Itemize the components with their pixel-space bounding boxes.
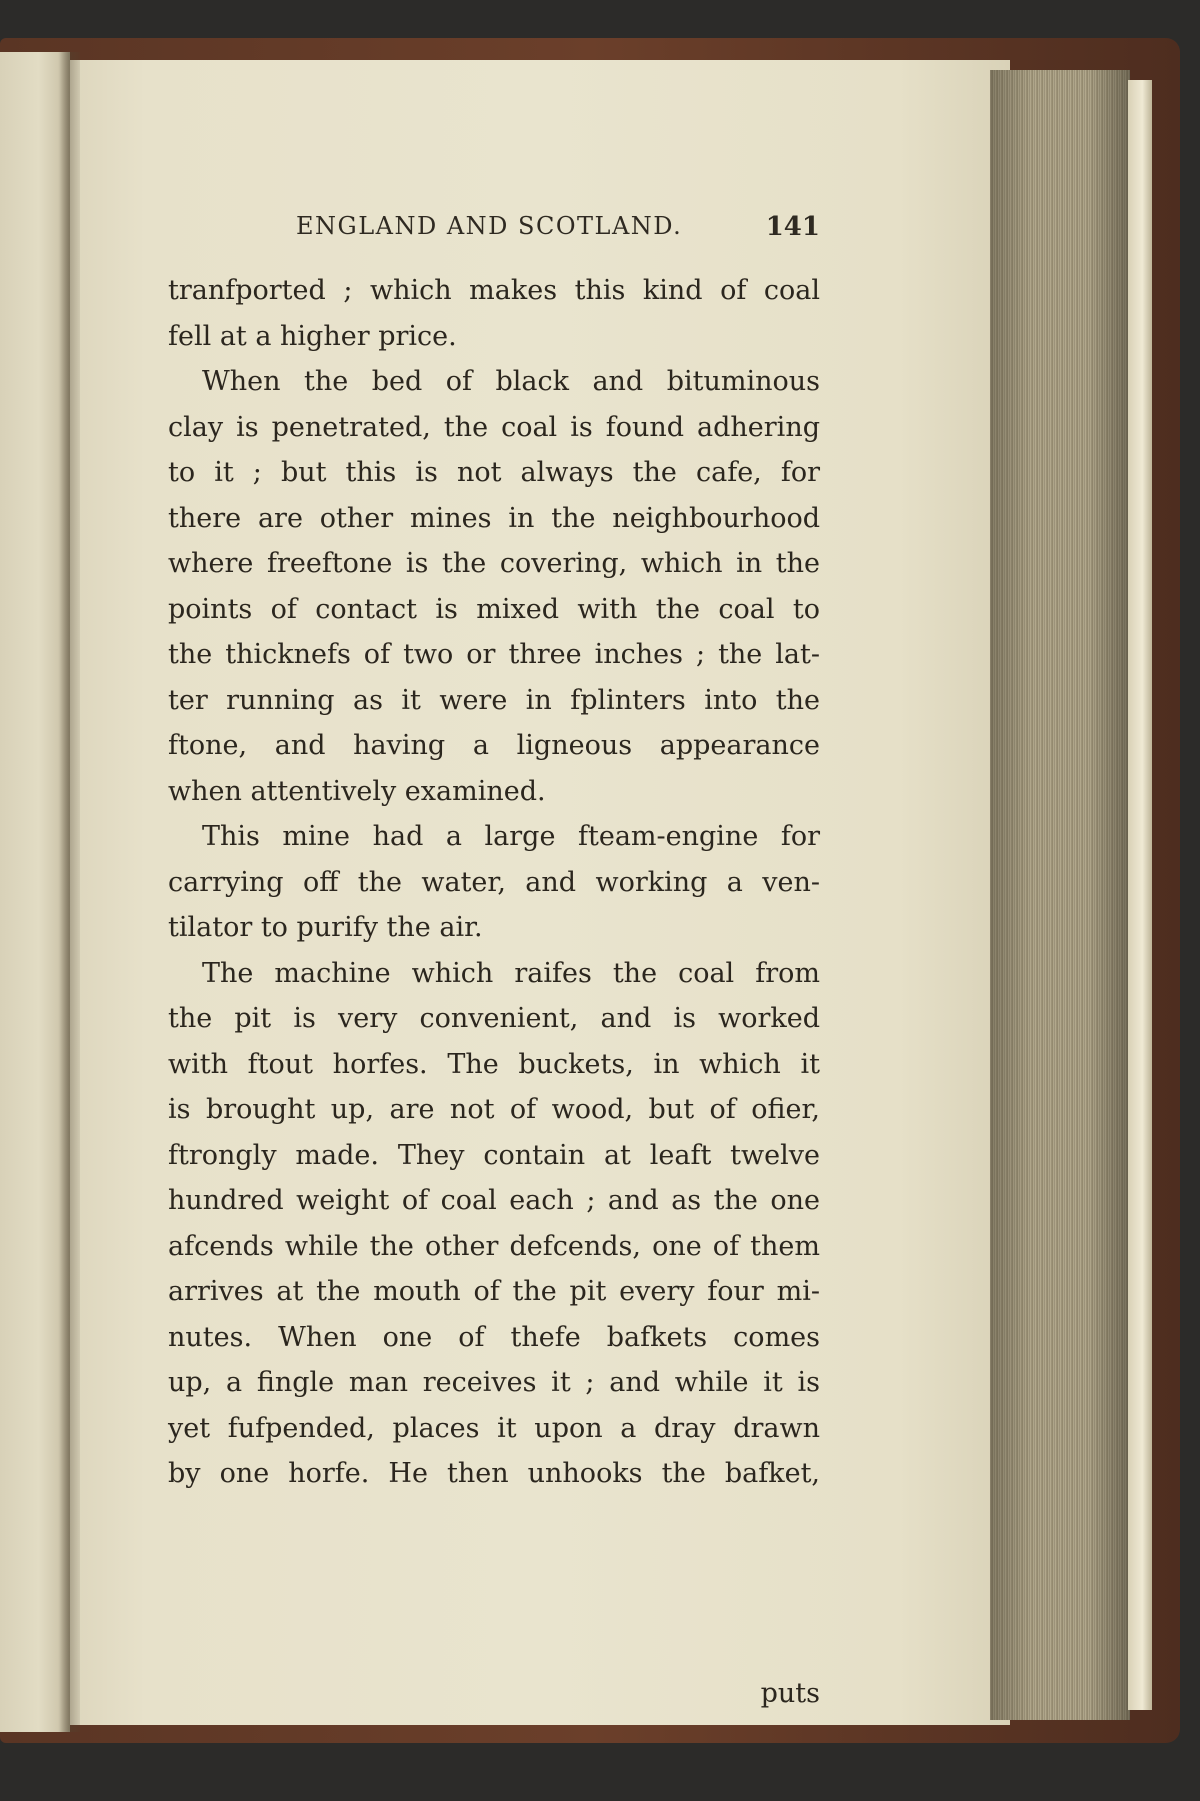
text-line: when attentively examined. [168, 775, 546, 807]
text-line: up, a fingle man receives it ; and while it is [168, 1367, 820, 1398]
text-line: nutes. When one of thefe bafkets comes [168, 1321, 820, 1353]
text-line: carrying off the water, and working a ven- [168, 866, 820, 898]
text-line: This mine had a large fteam-engine for [202, 821, 820, 852]
text-line: clay is penetrated, the coal is found adhering [168, 411, 820, 443]
text-line: When the bed of black and bituminous [202, 366, 820, 397]
text-line: the thicknefs of two or three inches ; the lat- [168, 639, 820, 670]
text-line: to it ; but this is not always the cafe, for [168, 457, 820, 488]
text-line: by one horfe. He then unhooks the bafket, [168, 1458, 820, 1489]
text-line: there are other mines in the neighbourhood [168, 502, 820, 534]
text-line: ftrongly made. They contain at leaft twelve [168, 1139, 820, 1171]
endpaper-strip [1128, 80, 1152, 1710]
text-line: points of contact is mixed with the coal to [168, 593, 820, 625]
text-line: fell at a higher price. [168, 320, 457, 352]
text-line: tranfported ; which makes this kind of coal [168, 275, 820, 306]
page-header [168, 212, 820, 252]
text-line: afcends while the other defcends, one of them [168, 1230, 820, 1262]
text-line: arrives at the mouth of the pit every four mi- [168, 1276, 820, 1307]
gutter-shadow [58, 52, 80, 1732]
page-number: 141 [765, 212, 820, 242]
text-line: yet fufpended, places it upon a dray drawn [168, 1412, 820, 1444]
fore-edge-shading [990, 70, 1130, 1720]
text-line: ftone, and having a ligneous appearance [168, 730, 820, 761]
text-line: with ftout horfes. The buckets, in which it [168, 1048, 820, 1080]
body-text [168, 268, 820, 1709]
text-line: hundred weight of coal each ; and as the one [168, 1185, 820, 1216]
text-line: The machine which raifes the coal from [202, 957, 820, 989]
catchword: puts [760, 1678, 820, 1709]
text-line: tilator to purify the air. [168, 912, 483, 943]
text-line: where freeftone is the covering, which in the [168, 548, 820, 579]
text-line: is brought up, are not of wood, but of ofier, [168, 1094, 820, 1125]
text-line: the pit is very convenient, and is worked [168, 1003, 820, 1034]
text-line: ter running as it were in fplinters into the [168, 684, 820, 716]
running-head: ENGLAND AND SCOTLAND. [296, 212, 683, 240]
